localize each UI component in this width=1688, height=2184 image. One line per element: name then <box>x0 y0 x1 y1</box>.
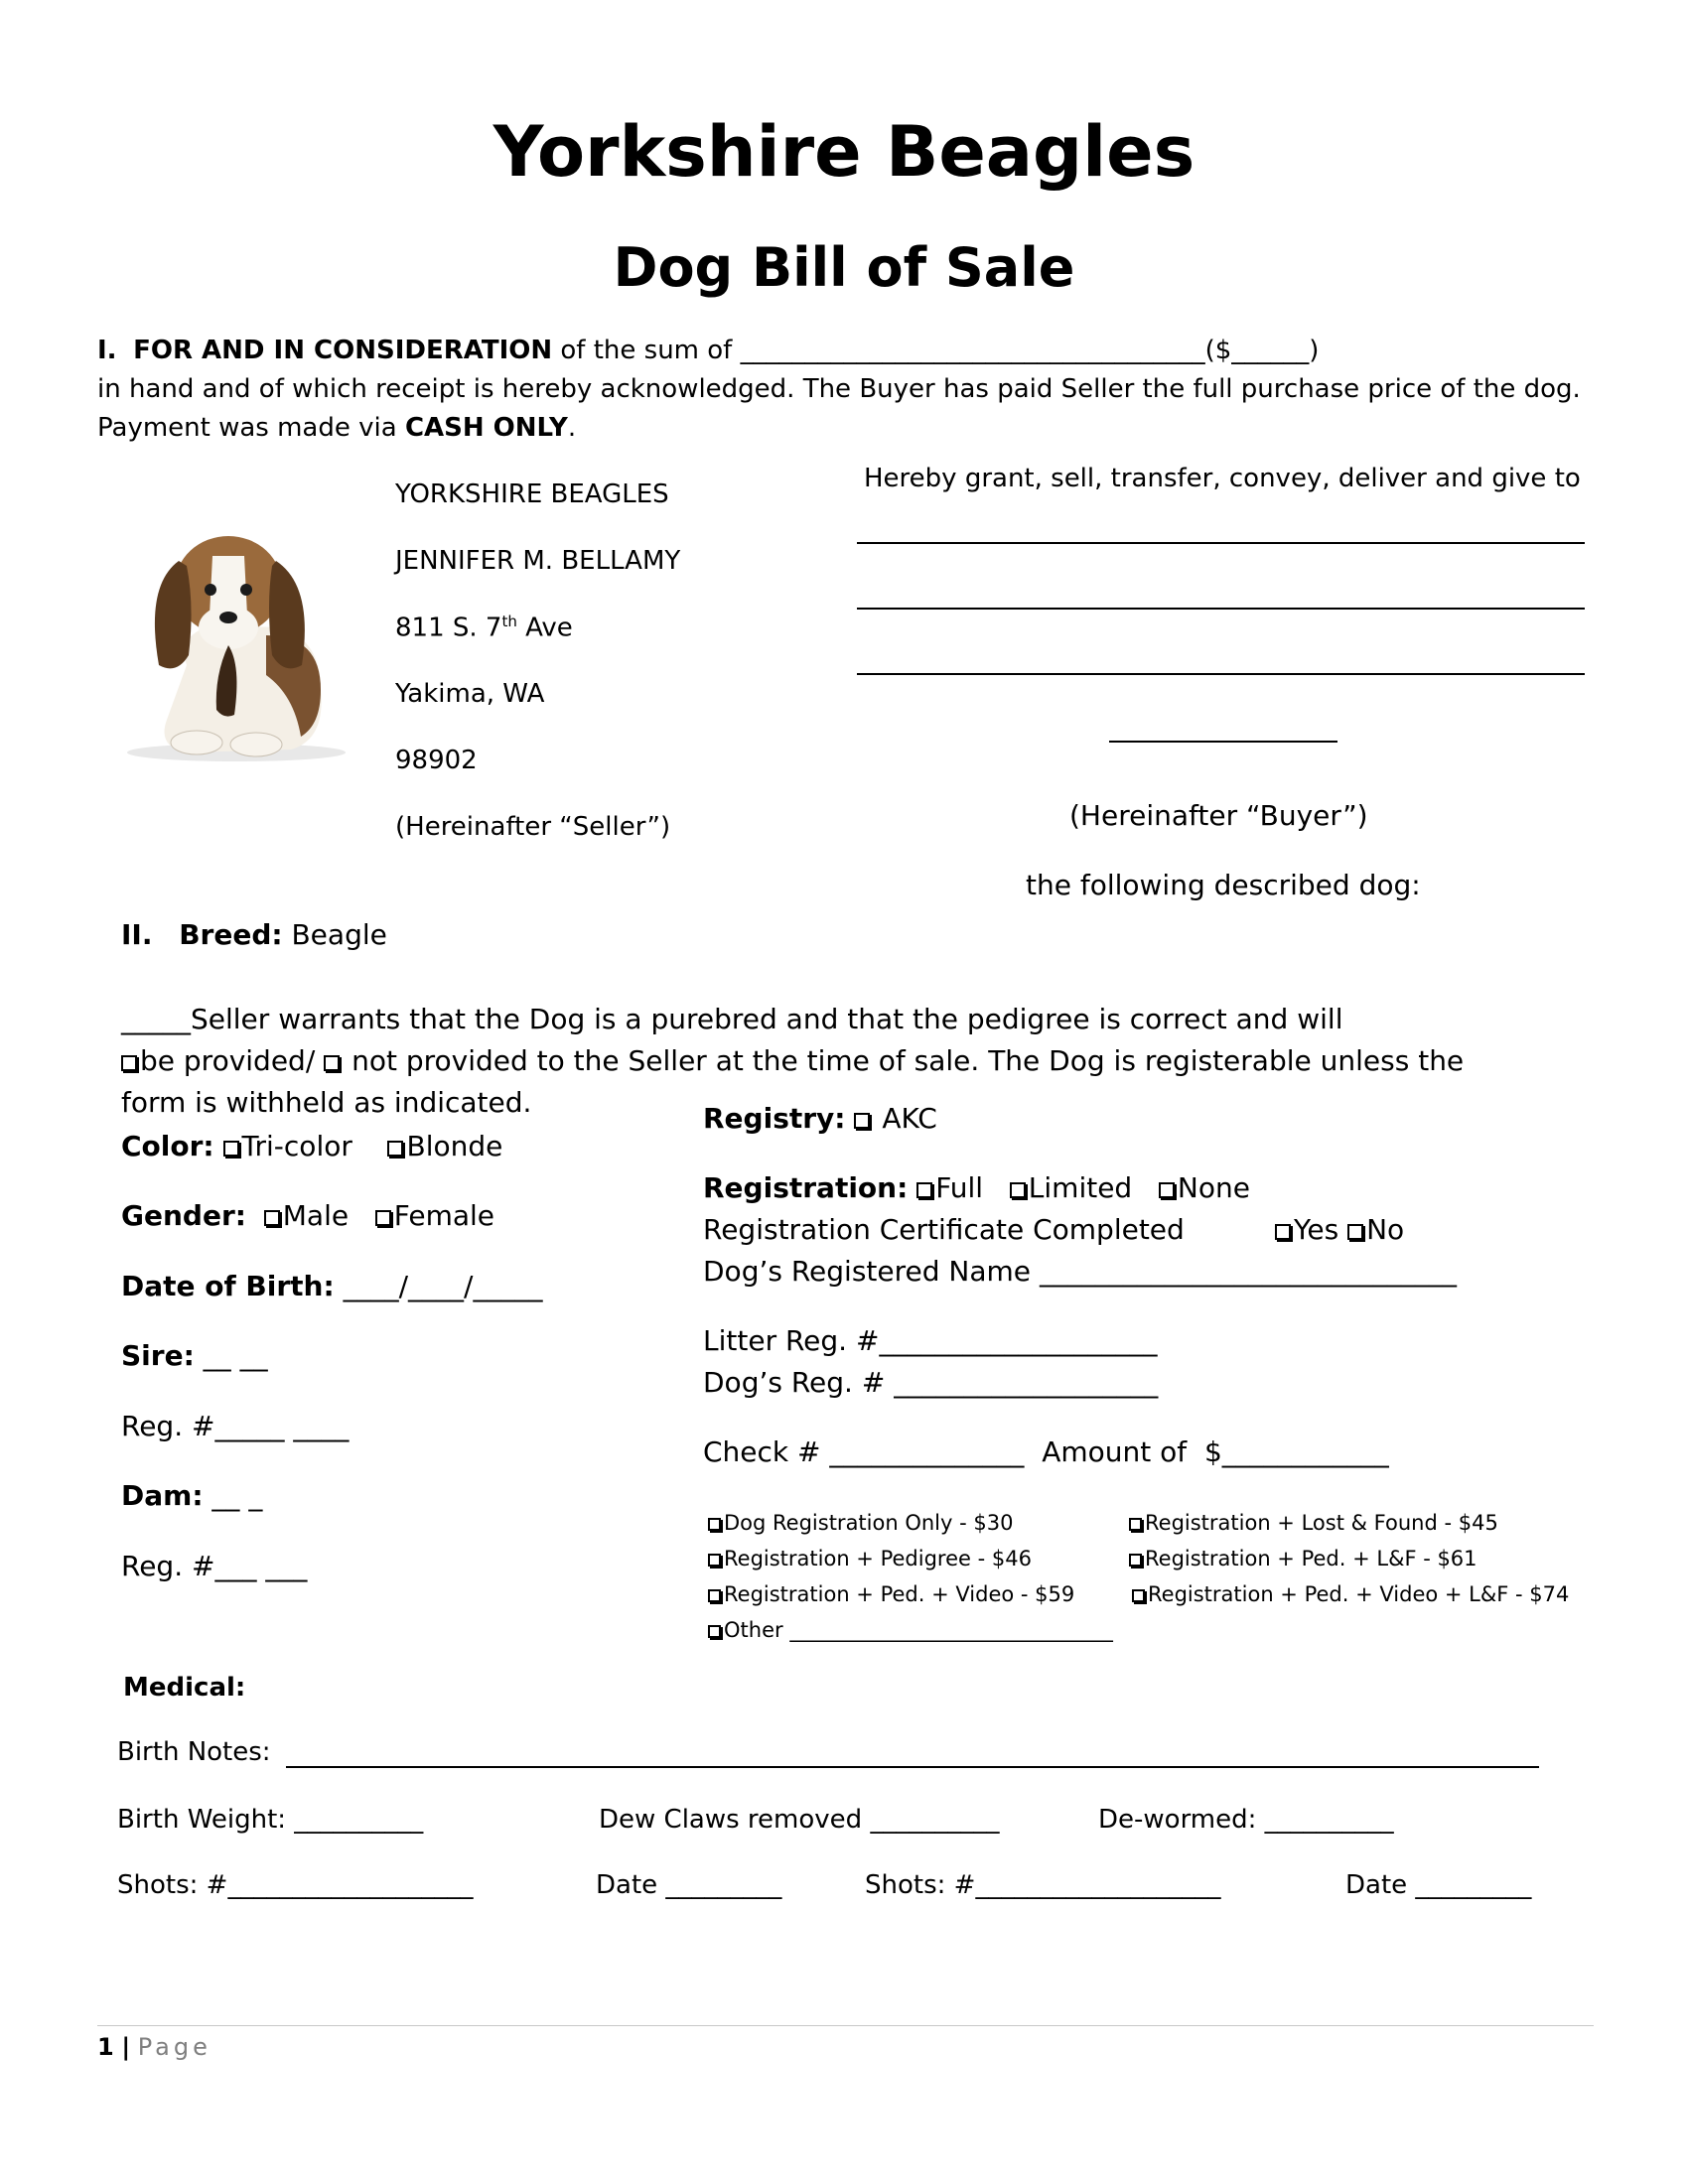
cert-no-label: No <box>1366 1213 1405 1246</box>
breed-line <box>121 918 387 951</box>
buyer-zip-line[interactable] <box>1109 741 1337 743</box>
street-type: Ave <box>525 613 573 643</box>
consideration-line-3 <box>97 413 576 443</box>
sire-reg-field[interactable]: _____ ____ <box>214 1410 350 1442</box>
shots-date-label: Date <box>596 1870 658 1900</box>
shots-field[interactable]: ___________________ <box>975 1870 1221 1900</box>
dewclaws-label: Dew Claws removed <box>599 1805 863 1835</box>
registry-row <box>703 1102 937 1135</box>
sire-field[interactable]: __ __ <box>203 1339 268 1372</box>
cert-no-checkbox[interactable] <box>1347 1224 1363 1240</box>
dam-reg-label: Reg. # <box>121 1550 215 1582</box>
male-checkbox[interactable] <box>264 1210 280 1226</box>
amount-label: Amount of <box>1042 1435 1188 1468</box>
dewormed-row <box>1098 1805 1394 1835</box>
warrant-line-1: _____Seller warrants that the Dog is a purebred and that the pedigree is correct and will <box>121 1003 1343 1035</box>
package-option <box>708 1511 1013 1535</box>
full-label: Full <box>935 1171 984 1204</box>
payment-prefix: Payment was made via <box>97 413 397 443</box>
registration-row <box>703 1171 1250 1204</box>
package-checkbox[interactable] <box>1132 1589 1145 1602</box>
birth-weight-label: Birth Weight: <box>117 1805 287 1835</box>
dewormed-label: De-wormed: <box>1098 1805 1257 1835</box>
shots-date-2 <box>1345 1870 1531 1900</box>
package-other <box>708 1618 1113 1642</box>
registered-name-label: Dog’s Registered Name <box>703 1255 1032 1288</box>
birth-notes-field[interactable] <box>286 1766 1539 1768</box>
warrant-line-3: form is withheld as indicated. <box>121 1086 532 1119</box>
dollar-field[interactable]: ($______) <box>1204 336 1320 365</box>
package-checkbox[interactable] <box>1129 1554 1142 1567</box>
sum-field[interactable]: ____________________________________ <box>740 336 1205 365</box>
page-word: Page <box>137 2033 211 2061</box>
female-checkbox[interactable] <box>375 1210 391 1226</box>
buyer-address-line[interactable] <box>857 608 1585 610</box>
package-label: Registration + Ped. + Video - $59 <box>724 1582 1075 1606</box>
shots-date-field[interactable]: _________ <box>665 1870 782 1900</box>
amount-field[interactable]: $____________ <box>1203 1435 1389 1468</box>
company-title: Yorkshire Beagles <box>492 111 1196 193</box>
cert-options <box>1275 1213 1404 1246</box>
consideration-line-2: in hand and of which receipt is hereby acknowledged. The Buyer has paid Seller the full purchase price of the dog. <box>97 374 1581 404</box>
page-number: 1 <box>97 2033 114 2061</box>
cert-label: Registration Certificate Completed <box>703 1213 1185 1246</box>
following-text: the following described dog: <box>1026 869 1421 901</box>
check-label: Check # <box>703 1435 821 1468</box>
section-number: I. <box>97 336 117 365</box>
limited-checkbox[interactable] <box>1010 1182 1026 1198</box>
package-checkbox[interactable] <box>1129 1518 1142 1531</box>
payment-suffix: . <box>567 413 577 443</box>
cert-yes-checkbox[interactable] <box>1275 1224 1291 1240</box>
registry-label: Registry: <box>703 1102 846 1135</box>
seller-city: Yakima, WA <box>395 679 545 709</box>
dog-reg-label: Dog’s Reg. # <box>703 1366 886 1399</box>
seller-zip: 98902 <box>395 746 478 775</box>
sire-reg-label: Reg. # <box>121 1410 215 1442</box>
consideration-lead: FOR AND IN CONSIDERATION <box>133 336 553 365</box>
shots-label: Shots: # <box>865 1870 976 1900</box>
page-separator: | <box>121 2033 131 2061</box>
female-label: Female <box>393 1199 495 1232</box>
male-label: Male <box>282 1199 350 1232</box>
tricolor-checkbox[interactable] <box>223 1141 239 1157</box>
seller-name: YORKSHIRE BEAGLES <box>395 479 669 509</box>
shots-label: Shots: # <box>117 1870 228 1900</box>
shots-date-field[interactable]: _________ <box>1415 1870 1532 1900</box>
package-option <box>1132 1582 1569 1606</box>
registration-label: Registration: <box>703 1171 909 1204</box>
sum-text: of the sum of <box>560 336 733 365</box>
tricolor-label: Tri-color <box>241 1130 352 1162</box>
gender-row <box>121 1199 494 1232</box>
package-label: Registration + Ped. + Video + L&F - $74 <box>1148 1582 1570 1606</box>
blonde-label: Blonde <box>406 1130 503 1162</box>
dewclaws-field[interactable]: __________ <box>870 1805 1000 1835</box>
medical-label: Medical: <box>123 1673 246 1703</box>
dog-reg-field[interactable]: ___________________ <box>894 1366 1159 1399</box>
sire-reg-row <box>121 1410 349 1442</box>
litter-reg-label: Litter Reg. # <box>703 1324 880 1357</box>
seller-street <box>395 613 573 643</box>
section-two-number: II. <box>121 918 153 951</box>
seller-owner: JENNIFER M. BELLAMY <box>395 546 681 576</box>
registered-name-row <box>703 1255 1457 1288</box>
buyer-name-line[interactable] <box>857 542 1585 544</box>
sire-row <box>121 1339 268 1372</box>
shots-field[interactable]: ___________________ <box>227 1870 474 1900</box>
dam-reg-row <box>121 1550 307 1582</box>
birth-notes-label: Birth Notes: <box>117 1737 271 1767</box>
street-number: 811 S. 7 <box>395 613 502 643</box>
breed-value: Beagle <box>291 918 387 951</box>
birth-weight-row <box>117 1805 423 1835</box>
birth-weight-field[interactable]: __________ <box>294 1805 424 1835</box>
shots-date-label: Date <box>1345 1870 1408 1900</box>
check-row <box>703 1435 1389 1468</box>
check-field[interactable]: ______________ <box>829 1435 1025 1468</box>
package-checkbox[interactable] <box>708 1518 721 1531</box>
not-provided-checkbox[interactable] <box>324 1055 340 1071</box>
other-field[interactable]: _______________________________ <box>789 1618 1113 1642</box>
dewormed-field[interactable]: __________ <box>1264 1805 1394 1835</box>
buyer-label: (Hereinafter “Buyer”) <box>1069 799 1368 832</box>
provided-label: be provided/ <box>140 1044 316 1077</box>
dob-label: Date of Birth: <box>121 1270 335 1302</box>
none-checkbox[interactable] <box>1159 1182 1175 1198</box>
full-checkbox[interactable] <box>916 1182 932 1198</box>
dob-field[interactable]: ____/____/_____ <box>343 1270 543 1302</box>
dam-field[interactable]: __ _ <box>211 1479 263 1512</box>
document-title: Dog Bill of Sale <box>613 236 1075 299</box>
package-label: Registration + Pedigree - $46 <box>724 1547 1032 1570</box>
beagle-puppy-image <box>117 516 355 764</box>
shots-row-1 <box>117 1870 473 1900</box>
package-checkbox[interactable] <box>708 1554 721 1567</box>
package-label: Registration + Ped. + L&F - $61 <box>1145 1547 1477 1570</box>
other-label: Other <box>724 1618 783 1642</box>
buyer-city-line[interactable] <box>857 673 1585 675</box>
package-option <box>1129 1547 1477 1570</box>
registered-name-field[interactable]: ______________________________ <box>1039 1255 1457 1288</box>
package-label: Registration + Lost & Found - $45 <box>1145 1511 1498 1535</box>
not-provided-label: not provided to the Seller at the time of sale. The Dog is registerable unless the <box>352 1044 1465 1077</box>
shots-date-1 <box>596 1870 781 1900</box>
grant-text: Hereby grant, sell, transfer, convey, deliver and give to <box>864 464 1581 493</box>
breed-label: Breed: <box>179 918 283 951</box>
package-label: Dog Registration Only - $30 <box>724 1511 1014 1535</box>
akc-label: AKC <box>882 1102 937 1135</box>
street-suffix-ordinal: th <box>501 613 517 630</box>
dam-row <box>121 1479 262 1512</box>
package-checkbox[interactable] <box>708 1589 721 1602</box>
package-option <box>708 1547 1032 1570</box>
dob-row <box>121 1270 542 1302</box>
package-option <box>1129 1511 1498 1535</box>
seller-label: (Hereinafter “Seller”) <box>395 812 671 842</box>
warrant-line-2 <box>121 1044 1464 1077</box>
footer-divider <box>97 2025 1594 2026</box>
consideration-line-1 <box>97 336 1319 365</box>
dam-label: Dam: <box>121 1479 204 1512</box>
color-row <box>121 1130 502 1162</box>
dog-reg-row <box>703 1366 1158 1399</box>
payment-method: CASH ONLY <box>404 413 568 443</box>
other-checkbox[interactable] <box>708 1625 721 1638</box>
page-footer <box>97 2033 211 2061</box>
cert-row <box>703 1213 1185 1246</box>
litter-reg-row <box>703 1324 1157 1357</box>
provided-checkbox[interactable] <box>121 1055 137 1071</box>
akc-checkbox[interactable] <box>854 1113 870 1129</box>
none-label: None <box>1177 1171 1250 1204</box>
color-label: Color: <box>121 1130 214 1162</box>
shots-row-2 <box>865 1870 1220 1900</box>
gender-label: Gender: <box>121 1199 246 1232</box>
dam-reg-field[interactable]: ___ ___ <box>214 1550 308 1582</box>
blonde-checkbox[interactable] <box>387 1141 403 1157</box>
sire-label: Sire: <box>121 1339 195 1372</box>
litter-reg-field[interactable]: ____________________ <box>879 1324 1158 1357</box>
package-option <box>708 1582 1074 1606</box>
dewclaws-row <box>599 1805 999 1835</box>
limited-label: Limited <box>1028 1171 1133 1204</box>
cert-yes-label: Yes <box>1294 1213 1339 1246</box>
